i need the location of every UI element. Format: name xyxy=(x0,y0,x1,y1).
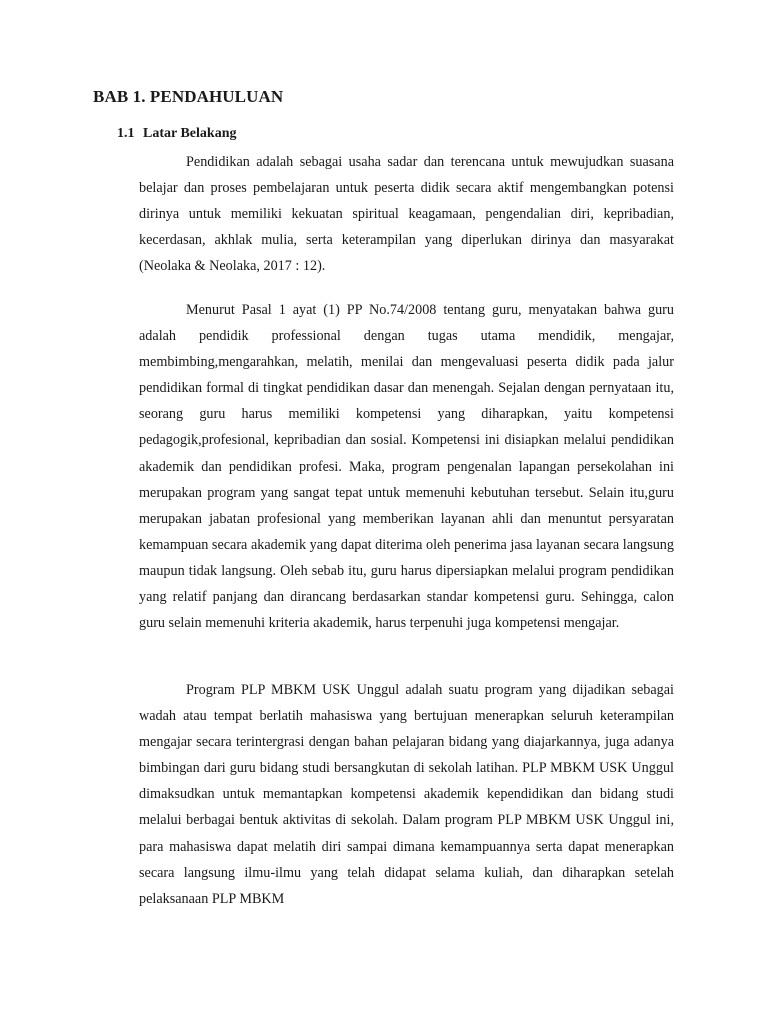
section-heading xyxy=(117,124,236,144)
section-number: 1.1 xyxy=(117,126,135,141)
paragraph-2: Menurut Pasal 1 ayat (1) PP No.74/2008 tentang guru, menyatakan bahwa guru adalah pendidik professional dengan tugas utama mendidik, mengajar, membimbing,mengarahkan, melatih, menilai dan mengevaluasi peserta didik pada jalur pendidikan formal di tingkat pendidikan dasar dan menengah. Sejalan dengan pernyataan itu, seorang guru harus memiliki kompetensi yang diharapkan, yaitu kompetensi pedagogik,profesional, kepribadian dan sosial. Kompetensi ini disiapkan melalui pendidikan akademik dan pendidikan profesi. Maka, program pengenalan lapangan persekolahan ini merupakan program yang sangat tepat untuk memenuhi kebutuhan tersebut. Selain itu,guru merupakan jabatan profesional yang memberikan layanan ahli dan menuntut persyaratan kemampuan secara akademik yang dapat diterima oleh penerima jasa layanan secara langsung maupun tidak langsung. Oleh sebab itu, guru harus dipersiapkan melalui program pendidikan yang relatif panjang dan dirancang berdasarkan standar kompetensi guru. Sehingga, calon guru selain memenuhi kriteria akademik, harus terpenuhi juga kompetensi mengajar. xyxy=(139,302,674,632)
section-title: Latar Belakang xyxy=(143,126,237,141)
paragraph-1: Pendidikan adalah sebagai usaha sadar dan terencana untuk mewujudkan suasana belajar dan proses pembelajaran untuk peserta didik secara aktif mengembangkan potensi dirinya untuk memiliki kekuatan spiritual keagamaan, pengendalian diri, kepribadian, kecerdasan, akhlak mulia, serta keterampilan yang diperlukan dirinya dan masyarakat (Neolaka & Neolaka, 2017 : 12). xyxy=(139,154,674,275)
chapter-title: BAB 1. PENDAHULUAN xyxy=(93,87,284,106)
paragraph-3: Program PLP MBKM USK Unggul adalah suatu program yang dijadikan sebagai wadah atau tempat berlatih mahasiswa yang bertujuan menerapkan seluruh keterampilan mengajar secara terintergrasi dengan bahan pelajaran bidang yang diajarkannya, juga adanya bimbingan dari guru bidang studi bersangkutan di sekolah latihan. PLP MBKM USK Unggul dimaksudkan untuk memantapkan kompetensi akademik kependidikan dan bidang studi melalui berbagai bentuk aktivitas di sekolah. Dalam program PLP MBKM USK Unggul ini, para mahasiswa dapat melatih diri sampai dimana kemampuannya serta dapat menerapkan secara langsung ilmu-ilmu yang telah didapat selama kuliah, dan diharapkan setelah pelaksanaan PLP MBKM xyxy=(139,682,674,907)
